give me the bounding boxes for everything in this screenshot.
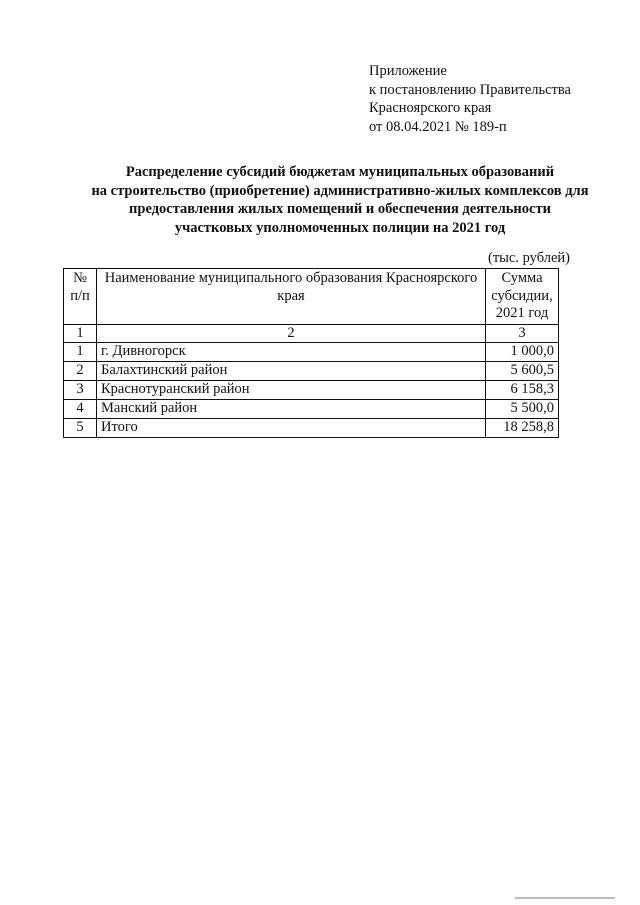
table-row (64, 343, 559, 362)
total-row (64, 419, 559, 438)
appendix-line: к постановлению Правительства (369, 81, 571, 98)
row-name: Итого (97, 419, 486, 438)
row-name: г. Дивногорск (97, 343, 486, 362)
appendix-line: от 08.04.2021 № 189-п (369, 118, 507, 135)
document-title (40, 163, 640, 237)
header-sum: Сумма субсидии, 2021 год (486, 269, 559, 325)
row-sum: 18 258,8 (486, 419, 559, 438)
row-num: 5 (64, 419, 97, 438)
subsidies-table (63, 268, 559, 438)
row-name: Балахтинский район (97, 362, 486, 381)
row-num: 4 (64, 400, 97, 419)
title-line: предоставления жилых помещений и обеспечения деятельности (129, 201, 551, 217)
title-line: участковых уполномоченных полиции на 2021 год (174, 219, 506, 236)
index-cell: 3 (486, 324, 559, 343)
appendix-block (369, 62, 571, 136)
table-header-row (64, 269, 559, 325)
row-sum: 1 000,0 (486, 343, 559, 362)
row-num: 3 (64, 381, 97, 400)
title-line: на строительство (приобретение) административно-жилых комплексов для (91, 182, 589, 199)
appendix-line: Красноярского края (369, 100, 492, 116)
row-name: Манский район (97, 400, 486, 419)
units-label: (тыс. рублей) (488, 250, 570, 266)
row-num: 1 (64, 343, 97, 362)
row-sum: 6 158,3 (486, 381, 559, 400)
appendix-line: Приложение (369, 63, 447, 79)
table-row (64, 362, 559, 381)
header-name: Наименование муниципального образования Красноярского края (97, 269, 486, 325)
table-row (64, 400, 559, 419)
index-cell: 2 (97, 324, 486, 343)
table-row (64, 381, 559, 400)
row-sum: 5 600,5 (486, 362, 559, 381)
row-name: Краснотуранский район (97, 381, 486, 400)
row-num: 2 (64, 362, 97, 381)
row-sum: 5 500,0 (486, 400, 559, 419)
header-num: № п/п (64, 269, 97, 325)
column-index-row (64, 324, 559, 343)
scan-edge-line (515, 897, 615, 899)
title-line: Распределение субсидий бюджетам муниципальных образований (125, 164, 555, 180)
index-cell: 1 (64, 324, 97, 343)
